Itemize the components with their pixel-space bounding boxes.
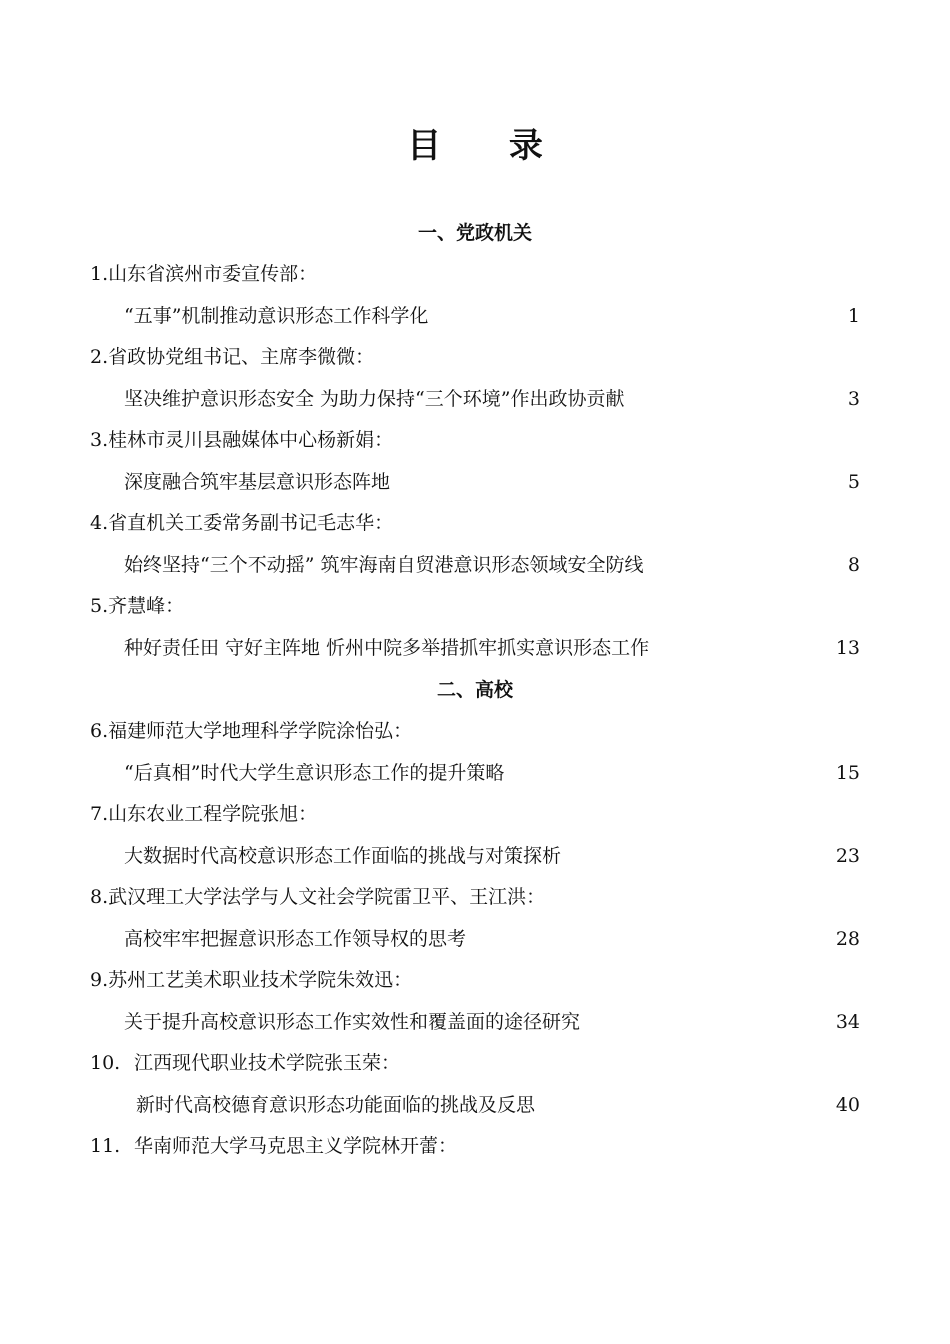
entry-page-number: 13: [835, 637, 860, 659]
entry-page-number: 5: [847, 471, 860, 493]
entry-number: 4.: [90, 512, 109, 534]
toc-entry-author[interactable]: [0, 254, 950, 295]
entry-subtitle: 新时代高校德育意识形态功能面临的挑战及反思: [136, 1094, 536, 1116]
entry-number: 10.: [90, 1052, 121, 1074]
toc-entry-title[interactable]: [0, 1001, 950, 1043]
entry-subtitle: “五事”机制推动意识形态工作科学化: [124, 305, 429, 327]
entry-subtitle: 始终坚持“三个不动摇” 筑牢海南自贸港意识形态领域安全防线: [124, 554, 644, 576]
entry-number: 11.: [90, 1135, 121, 1157]
entry-page-number: 3: [847, 388, 860, 410]
entry-author: 省直机关工委常务副书记毛志华：: [108, 512, 394, 534]
entry-page-number: 23: [835, 845, 860, 867]
entry-number: 5.: [90, 595, 109, 617]
entry-number: 9.: [90, 969, 109, 991]
toc-entry-author[interactable]: [0, 1126, 950, 1167]
section-heading-government: 一、党政机关: [417, 222, 532, 244]
entry-subtitle: 大数据时代高校意识形态工作面临的挑战与对策探析: [124, 845, 562, 867]
section-heading-universities: 二、高校: [436, 679, 513, 701]
entry-subtitle: 坚决维护意识形态安全 为助力保持“三个环境”作出政协贡献: [124, 388, 625, 410]
entry-number: 2.: [90, 346, 109, 368]
toc-entry-author[interactable]: [0, 586, 950, 627]
entry-author: 福建师范大学地理科学学院涂怡弘：: [108, 720, 413, 742]
toc-entry-title[interactable]: [0, 627, 950, 669]
toc-entry-author[interactable]: [0, 420, 950, 461]
entry-number: 8.: [90, 886, 109, 908]
entry-author: 苏州工艺美术职业技术学院朱效迅：: [108, 969, 413, 991]
toc-entry-author[interactable]: [0, 337, 950, 378]
toc-entry-author[interactable]: [0, 1043, 950, 1084]
entry-author: 省政协党组书记、主席李微微：: [108, 346, 375, 368]
entry-page-number: 40: [835, 1094, 860, 1116]
entry-page-number: 28: [835, 928, 860, 950]
entry-page-number: 34: [835, 1011, 860, 1033]
toc-entry-author[interactable]: [0, 960, 950, 1001]
toc-entry-title[interactable]: [0, 1084, 950, 1126]
toc-entry-title[interactable]: [0, 752, 950, 794]
entry-subtitle: 种好责任田 守好主阵地 忻州中院多举措抓牢抓实意识形态工作: [124, 637, 650, 659]
entry-author: 华南师范大学马克思主义学院林开蕾：: [134, 1135, 458, 1157]
entry-subtitle: “后真相”时代大学生意识形态工作的提升策略: [124, 762, 505, 784]
toc-entry-title[interactable]: [0, 295, 950, 337]
entry-subtitle: 深度融合筑牢基层意识形态阵地: [124, 471, 391, 493]
toc-entry-author[interactable]: [0, 877, 950, 918]
toc-entry-author[interactable]: [0, 794, 950, 835]
entry-author: 山东省滨州市委宣传部：: [108, 263, 318, 285]
entry-author: 江西现代职业技术学院张玉荣：: [134, 1052, 401, 1074]
toc-entry-author[interactable]: [0, 503, 950, 544]
toc-entry-title[interactable]: [0, 378, 950, 420]
entry-page-number: 1: [847, 305, 860, 327]
entry-subtitle: 关于提升高校意识形态工作实效性和覆盖面的途径研究: [124, 1011, 581, 1033]
entry-page-number: 15: [835, 762, 860, 784]
entry-number: 7.: [90, 803, 109, 825]
entry-subtitle: 高校牢牢把握意识形态工作领导权的思考: [124, 928, 467, 950]
entry-number: 6.: [90, 720, 109, 742]
entry-number: 3.: [90, 429, 109, 451]
toc-entry-title[interactable]: [0, 461, 950, 503]
toc-entry-title[interactable]: [0, 918, 950, 960]
entry-author: 山东农业工程学院张旭：: [108, 803, 318, 825]
entry-author: 武汉理工大学法学与人文社会学院雷卫平、王江洪：: [108, 886, 546, 908]
entry-author: 齐慧峰：: [108, 595, 185, 617]
entry-page-number: 8: [847, 554, 860, 576]
table-of-contents: [0, 212, 950, 1167]
toc-entry-title[interactable]: [0, 835, 950, 877]
entry-number: 1.: [90, 263, 109, 285]
entry-author: 桂林市灵川县融媒体中心杨新娟：: [108, 429, 394, 451]
page-title: 目 录: [407, 126, 571, 166]
toc-entry-title[interactable]: [0, 544, 950, 586]
toc-entry-author[interactable]: [0, 711, 950, 752]
